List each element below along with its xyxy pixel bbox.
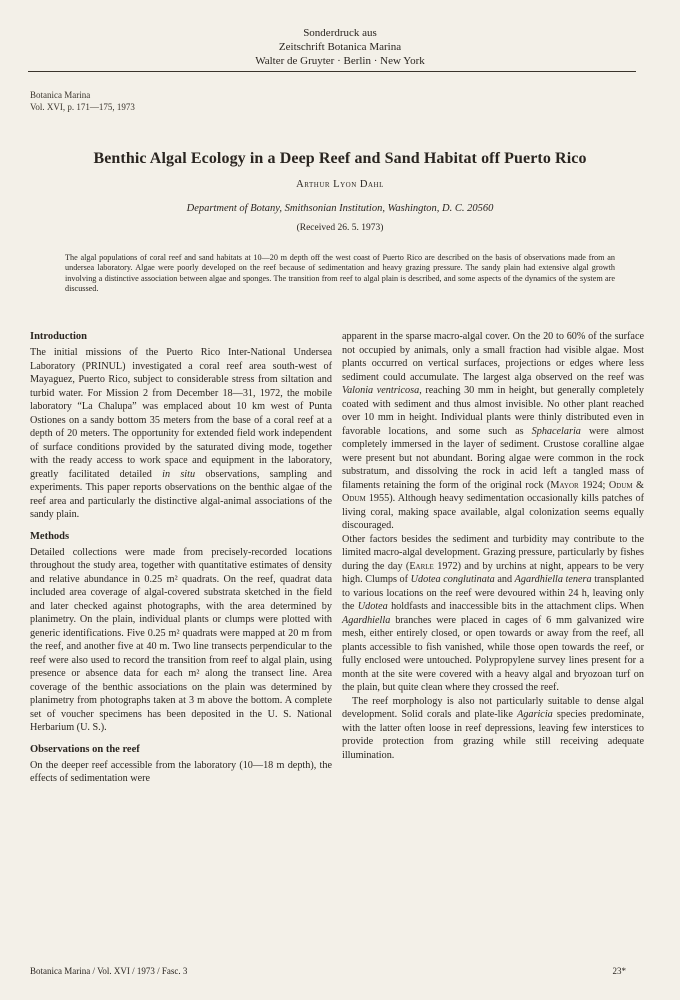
left-column <box>30 330 332 786</box>
offprint-line-3: Walter de Gruyter · Berlin · New York <box>255 55 425 67</box>
taxon-name: Agardhiella tenera <box>514 574 592 585</box>
page-number: 23* <box>612 966 626 976</box>
text-run: transplanted to various locations on the reef were devoured within 24 h, leaving only the <box>342 574 644 612</box>
section-heading-observations: Observations on the reef <box>30 743 140 755</box>
text-run: ) and by urchins at night, appears to be very high. Clumps of <box>342 560 644 585</box>
abstract: The algal populations of coral reef and sand habitats at 10—20 m depth off the west coast of Puerto Rico are described on the basis of observations made from an undersea laboratory. Algae were poorly developed on the reef because of sedimentation and heavy grazing pressure. The sandy plain had extensive algal growth involving a distinctive association between algae and sponges. The transition from reef to algal plain is described, and some aspects of the dynamics of the system are discussed. <box>65 253 615 293</box>
citation: Earle 1972 <box>409 560 458 572</box>
article-title: Benthic Algal Ecology in a Deep Reef and Sand Habitat off Puerto Rico <box>93 150 587 167</box>
text-run: ; <box>602 479 609 491</box>
text-run: branches were placed in cages of 6 mm galvanized wire mesh, either entirely closed, or open towards or away from the reef, all plants accessible to fish vanished, while those open towards the reef, or fully enclosed were untouched. Polypropylene survey lines present for a month at the site were covered with a heavy algal and bryozoan turf on the plain, but quite clean where they crossed the reef. <box>342 614 644 693</box>
introduction-paragraph <box>30 346 332 522</box>
offprint-line-1: Sonderdruck aus <box>303 27 377 39</box>
citation: Mayor 1924 <box>550 479 603 491</box>
section-heading-methods: Methods <box>30 530 70 542</box>
footer-journal: Botanica Marina / Vol. XVI / 1973 / Fasc. 3 <box>30 966 188 976</box>
text-run: and <box>494 574 515 585</box>
header-rule <box>28 71 636 72</box>
citation: Odum & Odum 1955 <box>342 479 644 504</box>
intro-text-a: The initial missions of the Puerto Rico Inter-National Undersea Laboratory (PRINUL) investigated a coral reef area south-west of Mayaguez, Puerto Rico, subject to considerable stress from siltation and turbid water. For Mission 2 from December 18—31, 1972, the mobile laboratory “La Chalupa” was emplaced about 10 km west of Punta Ostiones on a sandy bottom 35 meters from the base of a coral reef at a depth of 20 meters. The opportunity for extended field work independent of surface conditions provided by the saturated diving mode, together with the ready access to work space and equipment in the laboratory, greatly facilitated detailed <box>30 347 332 480</box>
received-date: (Received 26. 5. 1973) <box>296 223 384 233</box>
methods-paragraph: Detailed collections were made from precisely-recorded locations throughout the study area, together with quantitative estimates of density and relative abundance in 0.25 m² quadrats. On the reef, quadrat data included area coverage of algal-covered substrata sketched in the field and later checked against photographs, with the area determined by planimetry. On the plain, individual plants or clumps were plotted with generic identifications. Five 0.25 m² quadrats were mapped at 20 m from the reef, and another five at 40 m. Two line transects perpendicular to the reef were also used to record the transition from reef to algal plain, using presence or absence data for each m² along the transect line. Area coverage of the benthic associations on the plain was determined by planimetry from photographs taken at 3 m above the bottom. A complete set of voucher specimens has been deposited in the U. S. National Herbarium (U. S.). <box>30 546 332 733</box>
offprint-line-2: Zeitschrift Botanica Marina <box>278 41 402 53</box>
offprint-header <box>0 26 680 68</box>
text-run: holdfasts and inaccessible bits in the attachment clips. When <box>387 601 644 612</box>
text-run: ). Although heavy sedimentation occasionally kills patches of living coral, making space available, algal colonization seems equally discouraged. <box>342 493 644 531</box>
observations-paragraph-start: On the deeper reef accessible from the laboratory (10—18 m depth), the effects of sedimentation were <box>30 759 332 784</box>
journal-reference <box>30 90 135 113</box>
taxon-name: Sphacelaria <box>531 425 581 437</box>
taxon-name: Agardhiella <box>342 614 391 626</box>
reef-paragraph-2 <box>342 533 644 695</box>
intro-text-in-situ: in situ <box>162 468 196 480</box>
reef-paragraph-1 <box>342 330 644 533</box>
taxon-name: Agaricia <box>517 709 553 720</box>
section-heading-introduction: Introduction <box>30 331 87 342</box>
taxon-name: Udotea conglutinata <box>410 574 495 585</box>
text-run: apparent in the sparse macro-algal cover. On the 20 to 60% of the surface not occupied by animals, only a small fraction had visible algae. Most plants occurred on vertical surfaces, projections or edges where less sediment could accumulate. The largest alga observed on the reef was <box>342 331 644 383</box>
journal-name: Botanica Marina <box>30 90 91 100</box>
taxon-name: Valonia ventricosa <box>342 385 420 396</box>
text-run: , reaching 30 mm in height, but generally completely coated with sediment and thus almost invisible. No other plant reached over 10 mm in height. Individual plants were thinly distributed even in favorable locations, and some such as <box>342 385 644 437</box>
journal-volume: Vol. XVI, p. 171—175, 1973 <box>30 101 135 112</box>
reef-paragraph-3 <box>342 695 644 763</box>
right-column <box>342 330 644 762</box>
article-author: Arthur Lyon Dahl <box>296 179 384 190</box>
text-run: species predominate, with the latter often loose in reef depressions, leaving few interstices to provide protection from grazing while still receiving adequate illumination. <box>342 709 644 761</box>
intro-text-b: observations, sampling and experiments. This paper reports observations on the benthic algae of the reef area and particularly the distinctive algal-animal associations of the sandy plain. <box>30 468 332 520</box>
text-run: The reef morphology is also not particularly suitable to dense algal development. Solid corals and plate-like <box>342 695 644 720</box>
taxon-name: Udotea <box>357 601 388 612</box>
article-affiliation: Department of Botany, Smithsonian Institution, Washington, D. C. 20560 <box>186 203 494 214</box>
page-footer <box>30 966 626 976</box>
text-run: Other factors besides the sediment and turbidity may contribute to the limited macro-algal development. Grazing pressure, particularly by fishes during the day ( <box>342 533 644 572</box>
text-run: were almost completely immersed in the layer of sediment. Crustose coralline algae were present but not abundant. Boring algae were common in the rock substratum, and dissolving the rock in acid left a tangled mass of filaments retaining the form of the original rock ( <box>342 425 644 491</box>
